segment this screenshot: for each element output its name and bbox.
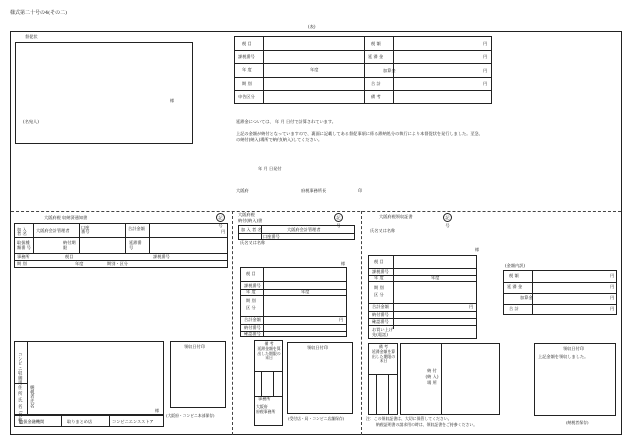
p3-row-1: 課税番号 — [372, 269, 389, 274]
p1-kazei: 課税番号 — [153, 254, 170, 259]
side-label: (表) — [308, 24, 316, 29]
p3-yen-1: 円 — [610, 284, 615, 289]
p2-sama: 様 — [341, 261, 346, 266]
p2-detail-table — [240, 267, 347, 337]
p1-sama: 様 — [155, 408, 160, 413]
p3-title: 大阪府税領収証書 — [379, 214, 413, 219]
p3-seal: 記号 — [443, 213, 452, 222]
p1-payer-value: 大阪府会計管理者 — [36, 228, 70, 233]
p3-total-label: 合計金額 — [372, 304, 389, 309]
p1-payer-label: 加 入 者 名 — [17, 227, 27, 237]
p3-breakdown-0: 税 額 — [509, 273, 519, 278]
table-right-1: 延 滞 金 — [368, 54, 384, 59]
p1-acct-label: 口座番号 — [81, 225, 90, 235]
p1-title: 大阪府税 収納済通知書 — [44, 215, 88, 220]
p3-stamp-label: 領収日付印 — [563, 346, 584, 351]
form-number: 様式第二十号の4(その二) — [10, 10, 68, 16]
p1-office-label: 事務所 — [17, 254, 30, 259]
p2-payer-value: 大阪府会計管理者 — [287, 227, 321, 232]
p3-row-2: 年 度 — [374, 275, 384, 280]
p1-total-label: 合計金額 — [128, 226, 145, 231]
p2-stamp-box — [287, 342, 353, 414]
recipient-sama: 様 — [170, 98, 175, 103]
cut-line-horizontal — [11, 211, 621, 212]
yen-0: 円 — [483, 41, 488, 46]
p2-seal: 記号 — [334, 213, 343, 222]
p3-extra-2: お買い上げ先(電話) — [372, 327, 393, 337]
p3-breakdown-3: 合 計 — [509, 306, 519, 311]
notice-body: 上記の金額が納付となっていますので、裏面に記載してある督促事項に係る滞納処分の執行により本督促状を発行しました。至急、 の納付(納入)場所で納付(納入)してください。 — [236, 131, 483, 142]
p3-yen-3: 円 — [610, 306, 615, 311]
p1-note-vertical: 納税者氏名 — [29, 385, 35, 409]
table-year-unit: 年度 — [310, 67, 319, 72]
p2-deadline: 納付番号 — [244, 325, 261, 330]
p3-detail-table — [368, 255, 477, 339]
p2-row-2: 年 度 — [246, 289, 256, 294]
p1-seal: 記号 — [216, 213, 225, 222]
p3-extra-0: 納付番号 — [372, 312, 389, 317]
p2-payer-table — [238, 225, 355, 240]
p3-yen-0: 円 — [610, 273, 615, 278]
p3-breakdown-table — [503, 270, 617, 315]
p3-extra-1: 確認番号 — [372, 319, 389, 324]
p1-stamp-label: 領収日付印 — [184, 344, 205, 349]
p2-total-label: 合計金額 — [244, 317, 261, 322]
p1-stamp-box — [170, 341, 226, 408]
p3-left-box-text: 備 考 延滞金額を算出した期限の末日 — [371, 344, 396, 364]
table-left-2: 年 度 — [242, 67, 252, 72]
p1-kubun: 期別・区分 — [107, 261, 128, 266]
p1-cvs-box — [14, 341, 164, 415]
p2-title2: 納付(納入)書 — [238, 218, 263, 223]
p3-footer-note1: 注：この領収証書は、大切に保管してください。 — [366, 416, 452, 421]
p3-breakdown-1: 延 滞 金 — [507, 284, 523, 289]
p1-footer-2: コンビニエンスストア — [112, 419, 154, 424]
table-right-4: 備 考 — [371, 94, 381, 99]
p2-yen: 円 — [339, 317, 344, 322]
p2-office-name: 大阪府 府税事務所 — [256, 404, 276, 414]
p3-row-4: 区 分 — [374, 292, 384, 297]
p3-row-3: 期 別 — [374, 285, 384, 290]
p2-confirm: 確認番号 — [244, 331, 261, 336]
summary-table — [234, 36, 492, 104]
recipient-label: 督促状 — [25, 34, 38, 39]
p3-stamp-note: 上記金額を領収しました。 — [538, 354, 589, 359]
p2-nendo: 年度 — [301, 289, 310, 294]
p1-nendo: 年度 — [75, 261, 84, 266]
p3-footer-note2: 納税証明書の請求用の時は、領収証書をご持参ください。 — [376, 422, 478, 427]
p2-title1: 大阪府税 — [238, 212, 255, 217]
p3-row-0: 税 目 — [374, 259, 384, 264]
p2-row-4: 区 分 — [246, 305, 256, 310]
p2-payer-label: 加 入 者 名 — [241, 227, 262, 232]
p1-footer-table — [14, 415, 164, 427]
p3-sama: 様 — [475, 247, 480, 252]
p2-office-label: 事務所 — [258, 396, 271, 401]
table-right-0: 税 額 — [371, 41, 381, 46]
issuer-seal: 印 — [358, 188, 363, 193]
p3-breakdown-2: 加算金 — [520, 295, 533, 300]
p2-row-0: 税 目 — [246, 271, 256, 276]
p3-footer-note3: (納税者保存) — [566, 420, 589, 425]
p3-yen-2: 円 — [610, 295, 615, 300]
p3-nendo: 年度 — [431, 275, 440, 280]
cut-line-1 — [232, 211, 233, 435]
p2-acct-label: 口座番号 — [263, 234, 280, 239]
p2-row-3: 期 別 — [246, 298, 256, 303]
notice-delay: 延滞金については、 年 月 日付で計算されています。 — [236, 119, 336, 124]
p1-tax-label: 取扱種類番 号 — [17, 240, 31, 250]
table-right-2: 加算金 — [383, 68, 396, 73]
p3-yen: 円 — [469, 304, 474, 309]
recipient-box — [15, 42, 193, 144]
recipient-name-label: (名宛人) — [23, 119, 39, 124]
yen-2: 円 — [483, 68, 488, 73]
table-right-3: 合 計 — [371, 81, 381, 86]
issuer-office: 府税事務所長 — [301, 188, 327, 193]
p1-footer-note: (大阪府・コンビニ本部保存) — [166, 413, 215, 418]
p1-footer-0: 取扱金融機関 — [19, 419, 45, 424]
p3-pay-place-box — [400, 343, 500, 415]
issuer-pref: 大阪府 — [236, 188, 249, 193]
table-left-4: 申告区分 — [238, 94, 255, 99]
p1-delay-label: 延滞番号 — [129, 240, 142, 250]
cut-line-2 — [361, 211, 362, 435]
table-left-3: 期 別 — [242, 81, 252, 86]
p1-name-vertical: 住 所 氏 名 (名称) — [17, 385, 23, 425]
yen-3: 円 — [483, 81, 488, 86]
p3-name-label: 氏名又は名称 — [370, 228, 396, 233]
table-left-0: 税 目 — [242, 41, 252, 46]
p2-left-box-text: 備 考 延滞金額を算出した期限の末日 — [257, 341, 281, 361]
p2-row-1: 課税番号 — [244, 283, 261, 288]
p2-name-label: 氏名又は名称 — [240, 240, 266, 245]
p1-cvs-vertical: コンビニ収納用 — [17, 352, 23, 385]
p1-footer-1: 取りまとめ店 — [67, 419, 93, 424]
yen-1: 円 — [483, 54, 488, 59]
p2-footer-note: (受付店・局・コンビニ店舗保存) — [288, 416, 345, 421]
p1-period-label: 納付期 限 — [63, 240, 76, 250]
issue-date: 年 月 日発付 — [258, 166, 282, 171]
table-left-1: 課税番号 — [238, 54, 255, 59]
p1-tax-item: 税目 — [65, 254, 74, 259]
p3-breakdown-title: (金額内訳) — [505, 263, 526, 268]
p1-header-table — [14, 223, 228, 268]
p3-pay-place: 納 付(納 入)場 所 — [425, 368, 439, 385]
p1-kikan: 期 別 — [17, 261, 27, 266]
p1-yen: 円 — [221, 229, 226, 234]
p2-stamp-label: 領収日付印 — [307, 345, 328, 350]
